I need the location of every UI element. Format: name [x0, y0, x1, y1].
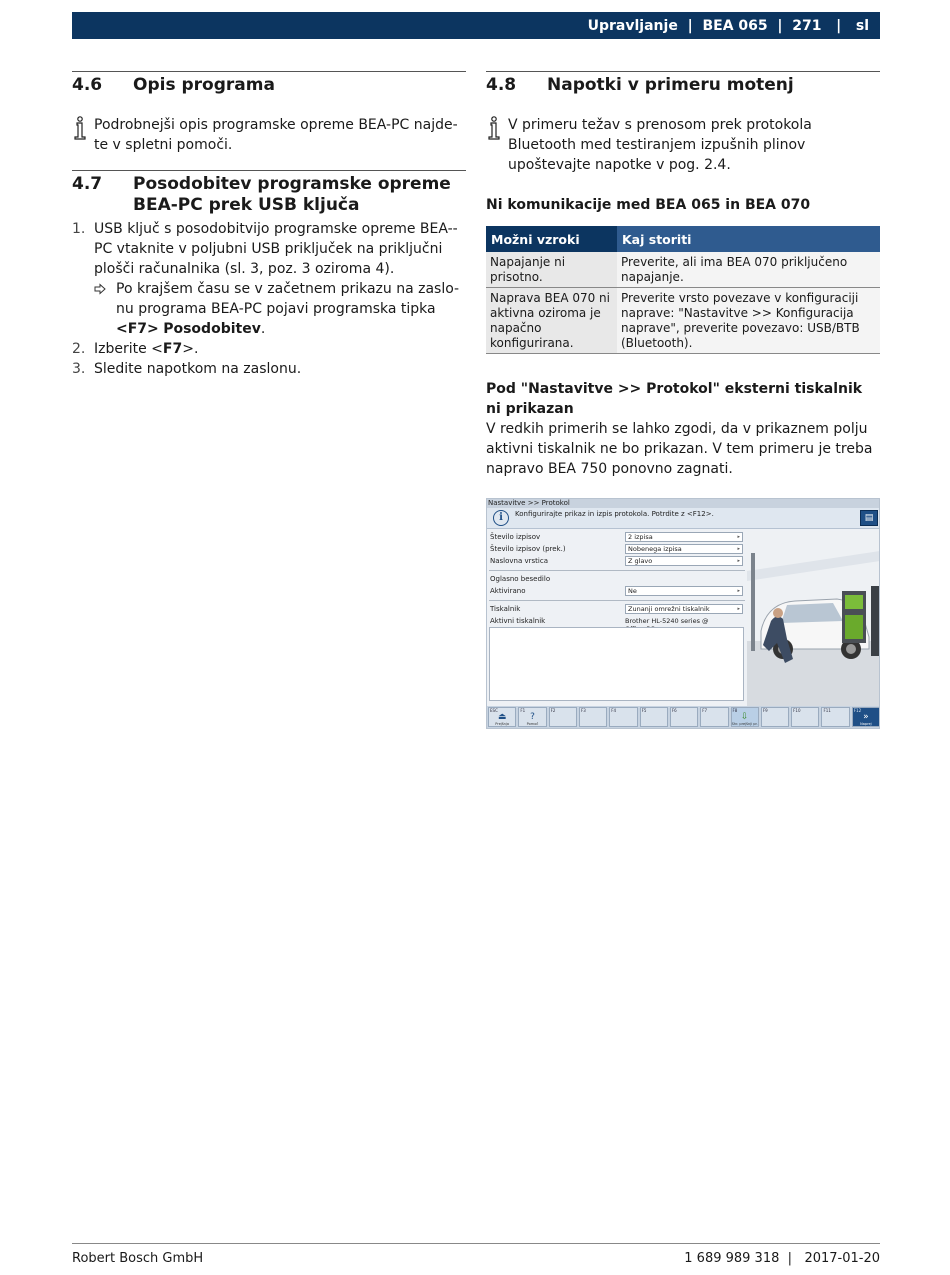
subheading-no-communication: Ni komunikacije med BEA 065 in BEA 070: [486, 197, 811, 213]
text-area[interactable]: [489, 627, 744, 701]
step-pre: Izberite <: [94, 341, 163, 357]
section-title: Posodobitev programske opreme BEA-PC prek USB ključa: [133, 174, 451, 215]
result-pre: Po krajšem času se v začetnem prikazu na zaslo-nu programa BEA-PC pojavi programska tipka: [116, 281, 460, 317]
field-label: Naslovna vrstica: [490, 557, 548, 565]
key-caption: Pomoč: [526, 722, 539, 726]
f7-key-button[interactable]: [700, 707, 728, 727]
key-label: F5: [641, 708, 647, 713]
active-printer-value: Brother HL-5240 series @: [625, 617, 709, 625]
step-text: USB ključ s posodobitvijo programske opreme BEA--PC vtaknite v poljubni USB priključek na priključni plošči računalnika (sl. 3, poz. 3 oziroma 4).: [94, 221, 458, 277]
title-line-select[interactable]: Z glavo ▸: [625, 556, 743, 566]
f8-save-button[interactable]: [731, 707, 759, 727]
column-header: Kaj storiti: [617, 226, 880, 252]
step-number: 2.: [72, 341, 86, 357]
footer-sep: |: [787, 1251, 793, 1266]
f10-key-button[interactable]: [791, 707, 819, 727]
action-cell: Preverite, ali ima BEA 070 priključeno napajanje.: [617, 252, 880, 288]
f3-key-button[interactable]: [579, 707, 607, 727]
form-row: [489, 555, 745, 567]
print-count-select[interactable]: 2 izpisa ▸: [625, 532, 743, 542]
printer-paragraph: V redkih primerih se lahko zgodi, da v prikaznem polju aktivni tiskalnik ne bo prikazan. V tem primeru je treba napravo BEA 750 ponovno zagnati.: [486, 421, 873, 477]
f4-key-button[interactable]: [609, 707, 637, 727]
field-label: Število izpisov: [490, 533, 541, 541]
header-device: BEA 065: [702, 17, 768, 34]
right-column: [486, 71, 880, 479]
footer-gap: [792, 1251, 804, 1266]
header-sep: [768, 18, 778, 34]
header-sep: [678, 18, 688, 34]
result-arrow-icon: [94, 279, 116, 339]
form-row: [489, 603, 745, 615]
step-text: Sledite napotkom na zaslonu.: [94, 361, 302, 377]
divider: [489, 570, 745, 571]
result-key: <F7>: [116, 321, 159, 337]
header-sep: [821, 18, 836, 34]
key-label: F8: [732, 708, 738, 713]
section-number: 4.6: [72, 75, 103, 95]
column-header: Možni vzroki: [486, 226, 617, 252]
esc-key-button[interactable]: [488, 707, 516, 727]
form-row: [489, 585, 745, 597]
step-result: [94, 279, 466, 339]
step-number: 3.: [72, 361, 86, 377]
cause-cell: Naprava BEA 070 ni aktivna oziroma je napačno konfigurirana.: [486, 288, 617, 354]
header-lang: sl: [855, 17, 869, 34]
save-icon: ⇩: [740, 712, 749, 722]
f12-next-button[interactable]: [852, 707, 880, 727]
info-icon: [486, 115, 508, 175]
key-label: F4: [611, 708, 617, 713]
step-key: F7: [162, 341, 183, 357]
key-label: F11: [823, 708, 831, 713]
header-section: Upravljanje: [587, 17, 678, 34]
fast-forward-icon: »: [863, 712, 869, 722]
section-4-6-heading: [72, 71, 466, 96]
step-post: >.: [182, 341, 199, 357]
key-label: F6: [671, 708, 677, 713]
f6-key-button[interactable]: [670, 707, 698, 727]
info-note: [486, 115, 880, 175]
software-screenshot: [486, 498, 880, 729]
header-sep: [693, 18, 703, 34]
header-sep-3: |: [836, 17, 842, 34]
key-label: F10: [793, 708, 801, 713]
footer-gap: [779, 1251, 787, 1266]
section-4-7-heading: [72, 170, 466, 216]
footer-divider: [72, 1243, 880, 1244]
section-number: 4.7: [72, 174, 103, 194]
result-label: Posodobitev: [163, 321, 261, 337]
print-count-exceed-select[interactable]: Nobenega izpisa ▸: [625, 544, 743, 554]
key-caption: Shr. prejšnji pr.: [731, 722, 758, 726]
monitor-icon[interactable]: ▤: [860, 510, 878, 526]
key-label: F2: [550, 708, 556, 713]
screenshot-info-text: Konfigurirajte prikaz in izpis protokola. Potrdite z <F12>.: [515, 510, 714, 518]
printer-select[interactable]: Zunanji omrežni tiskalnik ▸: [625, 604, 743, 614]
section-number: 4.8: [486, 75, 517, 95]
screenshot-info-bar: [487, 508, 879, 529]
table-row: [486, 252, 880, 288]
section-title: Opis programa: [133, 75, 275, 95]
footer-docnum: 1 689 989 318: [684, 1251, 780, 1266]
header-sep: [783, 18, 793, 34]
key-label: F3: [580, 708, 586, 713]
f1-help-button[interactable]: [518, 707, 546, 727]
steps-list: [72, 219, 466, 379]
field-label: Aktivirano: [490, 587, 526, 595]
key-label: ESC: [490, 708, 498, 713]
header-sep-1: |: [687, 17, 693, 34]
workshop-photo: [747, 531, 880, 706]
f9-key-button[interactable]: [761, 707, 789, 727]
table-header-row: [486, 226, 880, 252]
f11-key-button[interactable]: [821, 707, 849, 727]
info-icon: [72, 115, 94, 155]
header-page: 271: [792, 17, 822, 34]
key-label: F9: [762, 708, 768, 713]
eject-icon: ⏏: [497, 712, 507, 722]
step-number: 1.: [72, 221, 86, 237]
key-label: F7: [702, 708, 708, 713]
action-cell: Preverite vrsto povezave v konfiguraciji naprave: "Nastavitve >> Konfiguracija naprave", preverite povezavo: USB/BTB (Bluetooth).: [617, 288, 880, 354]
key-label: F1: [520, 708, 526, 713]
info-note: [72, 115, 466, 155]
activated-select[interactable]: Ne ▸: [625, 586, 743, 596]
section-title: Napotki v primeru motenj: [547, 75, 794, 95]
section-4-8-heading: [486, 71, 880, 96]
footer-right: [684, 1251, 880, 1266]
screenshot-breadcrumb: Nastavitve >> Protokol: [487, 499, 879, 508]
page-header: [72, 12, 880, 39]
left-column: [72, 71, 466, 379]
result-text: [116, 279, 466, 339]
step-item: [72, 219, 466, 339]
note-text: Podrobnejši opis programske opreme BEA-PC najde-te v spletni pomoči.: [94, 117, 458, 153]
step-item: [72, 359, 466, 379]
cause-cell: Napajanje ni prisotno.: [486, 252, 617, 288]
key-caption: Naprej: [860, 722, 872, 726]
field-label: Aktivni tiskalnik: [490, 617, 546, 625]
f2-key-button[interactable]: [549, 707, 577, 727]
function-key-bar: [487, 706, 880, 728]
group-label: Oglasno besedilo: [490, 575, 551, 583]
key-label: F12: [853, 708, 862, 713]
help-icon: ?: [530, 712, 535, 722]
footer-date: 2017-01-20: [804, 1251, 880, 1266]
divider: [489, 600, 745, 601]
footer-company: Robert Bosch GmbH: [72, 1251, 204, 1266]
info-circle-icon: i: [493, 510, 509, 526]
field-label: Tiskalnik: [490, 605, 521, 613]
form-row: [489, 543, 745, 555]
header-sep: [841, 18, 856, 34]
table-row: [486, 288, 880, 354]
f5-key-button[interactable]: [640, 707, 668, 727]
step-item: [72, 339, 466, 359]
note-text: V primeru težav s prenosom prek protokola Bluetooth med testiranjem izpušnih plinov upoštevajte napotke v pog. 2.4.: [508, 117, 812, 173]
form-row: [489, 531, 745, 543]
troubleshooting-table: [486, 226, 880, 354]
header-sep-2: |: [777, 17, 783, 34]
key-caption: Prejšnja: [495, 722, 509, 726]
result-post: .: [260, 321, 266, 337]
subheading-printer: Pod "Nastavitve >> Protokol" eksterni tiskalnik ni prikazan: [486, 381, 863, 417]
field-label: Število izpisov (prek.): [490, 545, 566, 553]
